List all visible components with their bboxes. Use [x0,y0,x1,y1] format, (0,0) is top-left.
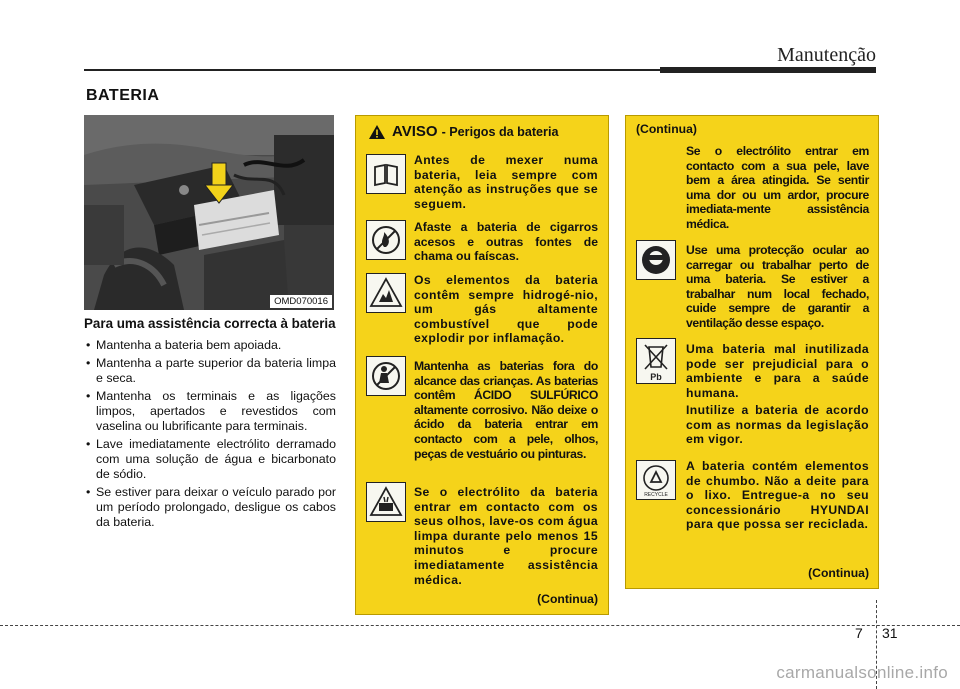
list-item: • Mantenha a bateria bem apoiada. [84,338,336,353]
keep-children-away-icon [366,356,406,396]
photo-code: OMD070016 [270,295,332,308]
warning-title [368,123,598,140]
continued-heading: (Continua) [636,122,697,136]
no-trash-pb-icon [636,338,676,384]
manual-icon [366,154,406,194]
care-list [84,338,336,530]
warning-item-text: Use uma protecção ocular ao carregar ou trabalhar perto de uma bateria. Se estiver a trabalhar num local fechado, cuide sempre de garantir a ventilação desse espaço. [686,243,869,330]
warning-continued-panel [625,115,879,589]
no-flame-icon [366,220,406,260]
header-rule-bar [660,67,876,73]
continued-label: (Continua) [808,566,869,580]
warning-panel [355,115,609,615]
warning-item-text: A bateria contém elementos de chumbo. Não a deite para o lixo. Entregue-a no seu concessionário HYUNDAI para que possa ser reciclada. [686,459,869,532]
recycle-icon [636,460,676,500]
warning-item-text: Antes de mexer numa bateria, leia sempre com atenção as instruções que se seguem. [414,153,598,211]
list-item: • Se estiver para deixar o veículo parado por um período prolongado, desligue os cabos da bateria. [84,485,336,530]
page-number: 31 [882,625,898,641]
warning-item-text: Se o electrólito entrar em contacto com a sua pele, lave bem a área atingida. Se sentir uma dor ou um ardor, procure imediata-mente assistência médica. [686,144,869,231]
list-item: • Lave imediatamente electrólito derramado com uma solução de água e bicarbonato de sódio. [84,437,336,482]
list-item: • Mantenha os terminais e as ligações limpos, apertados e revestidos com vaselina ou lubrificante para terminais. [84,389,336,434]
battery-photo [84,115,334,310]
watermark: carmanualsonline.info [776,663,948,682]
chapter-title: Manutenção [777,44,876,66]
warning-item-text: Inutilize a bateria de acordo com as normas da legislação em vigor. [686,403,869,447]
eye-protection-icon [636,240,676,280]
care-heading: Para uma assistência correcta à bateria [84,316,336,331]
footer-rule [0,625,960,626]
warning-triangle-icon [368,124,386,140]
recycle-label: RECYCLE [644,492,668,498]
acid-icon [366,482,406,522]
warning-item-text: Afaste a bateria de cigarros acesos e outras fontes de chama ou faíscas. [414,220,598,264]
section-title: BATERIA [86,87,160,104]
pb-label: Pb [650,372,662,382]
continued-label: (Continua) [537,592,598,606]
warning-item-text: Se o electrólito da bateria entrar em contacto com os seus olhos, lave-os com água limpa durante pelo menos 15 minutos e procure imediatamente assistência médica. [414,485,598,587]
warning-item-text: Uma bateria mal inutilizada pode ser prejudicial para o ambiente e para a saúde humana. [686,342,869,400]
list-item: • Mantenha a parte superior da bateria limpa e seca. [84,356,336,386]
warning-subtitle: - Perigos da bateria [441,124,559,139]
warning-label: AVISO [392,123,438,140]
warning-item-text: Os elementos da bateria contêm sempre hidrogé-nio, um gás altamente combustível que pode explodir por inflamação. [414,273,598,346]
care-section [84,316,336,533]
chapter-number: 7 [855,625,863,641]
warning-item-text: Mantenha as baterias fora do alcance das crianças. As baterias contêm ÁCIDO SULFÚRICO altamente corrosivo. Não deixe o ácido da bateria entrar em contacto com a pele, olhos, peças de vestuário ou pinturas. [414,359,598,461]
explosion-icon [366,273,406,313]
